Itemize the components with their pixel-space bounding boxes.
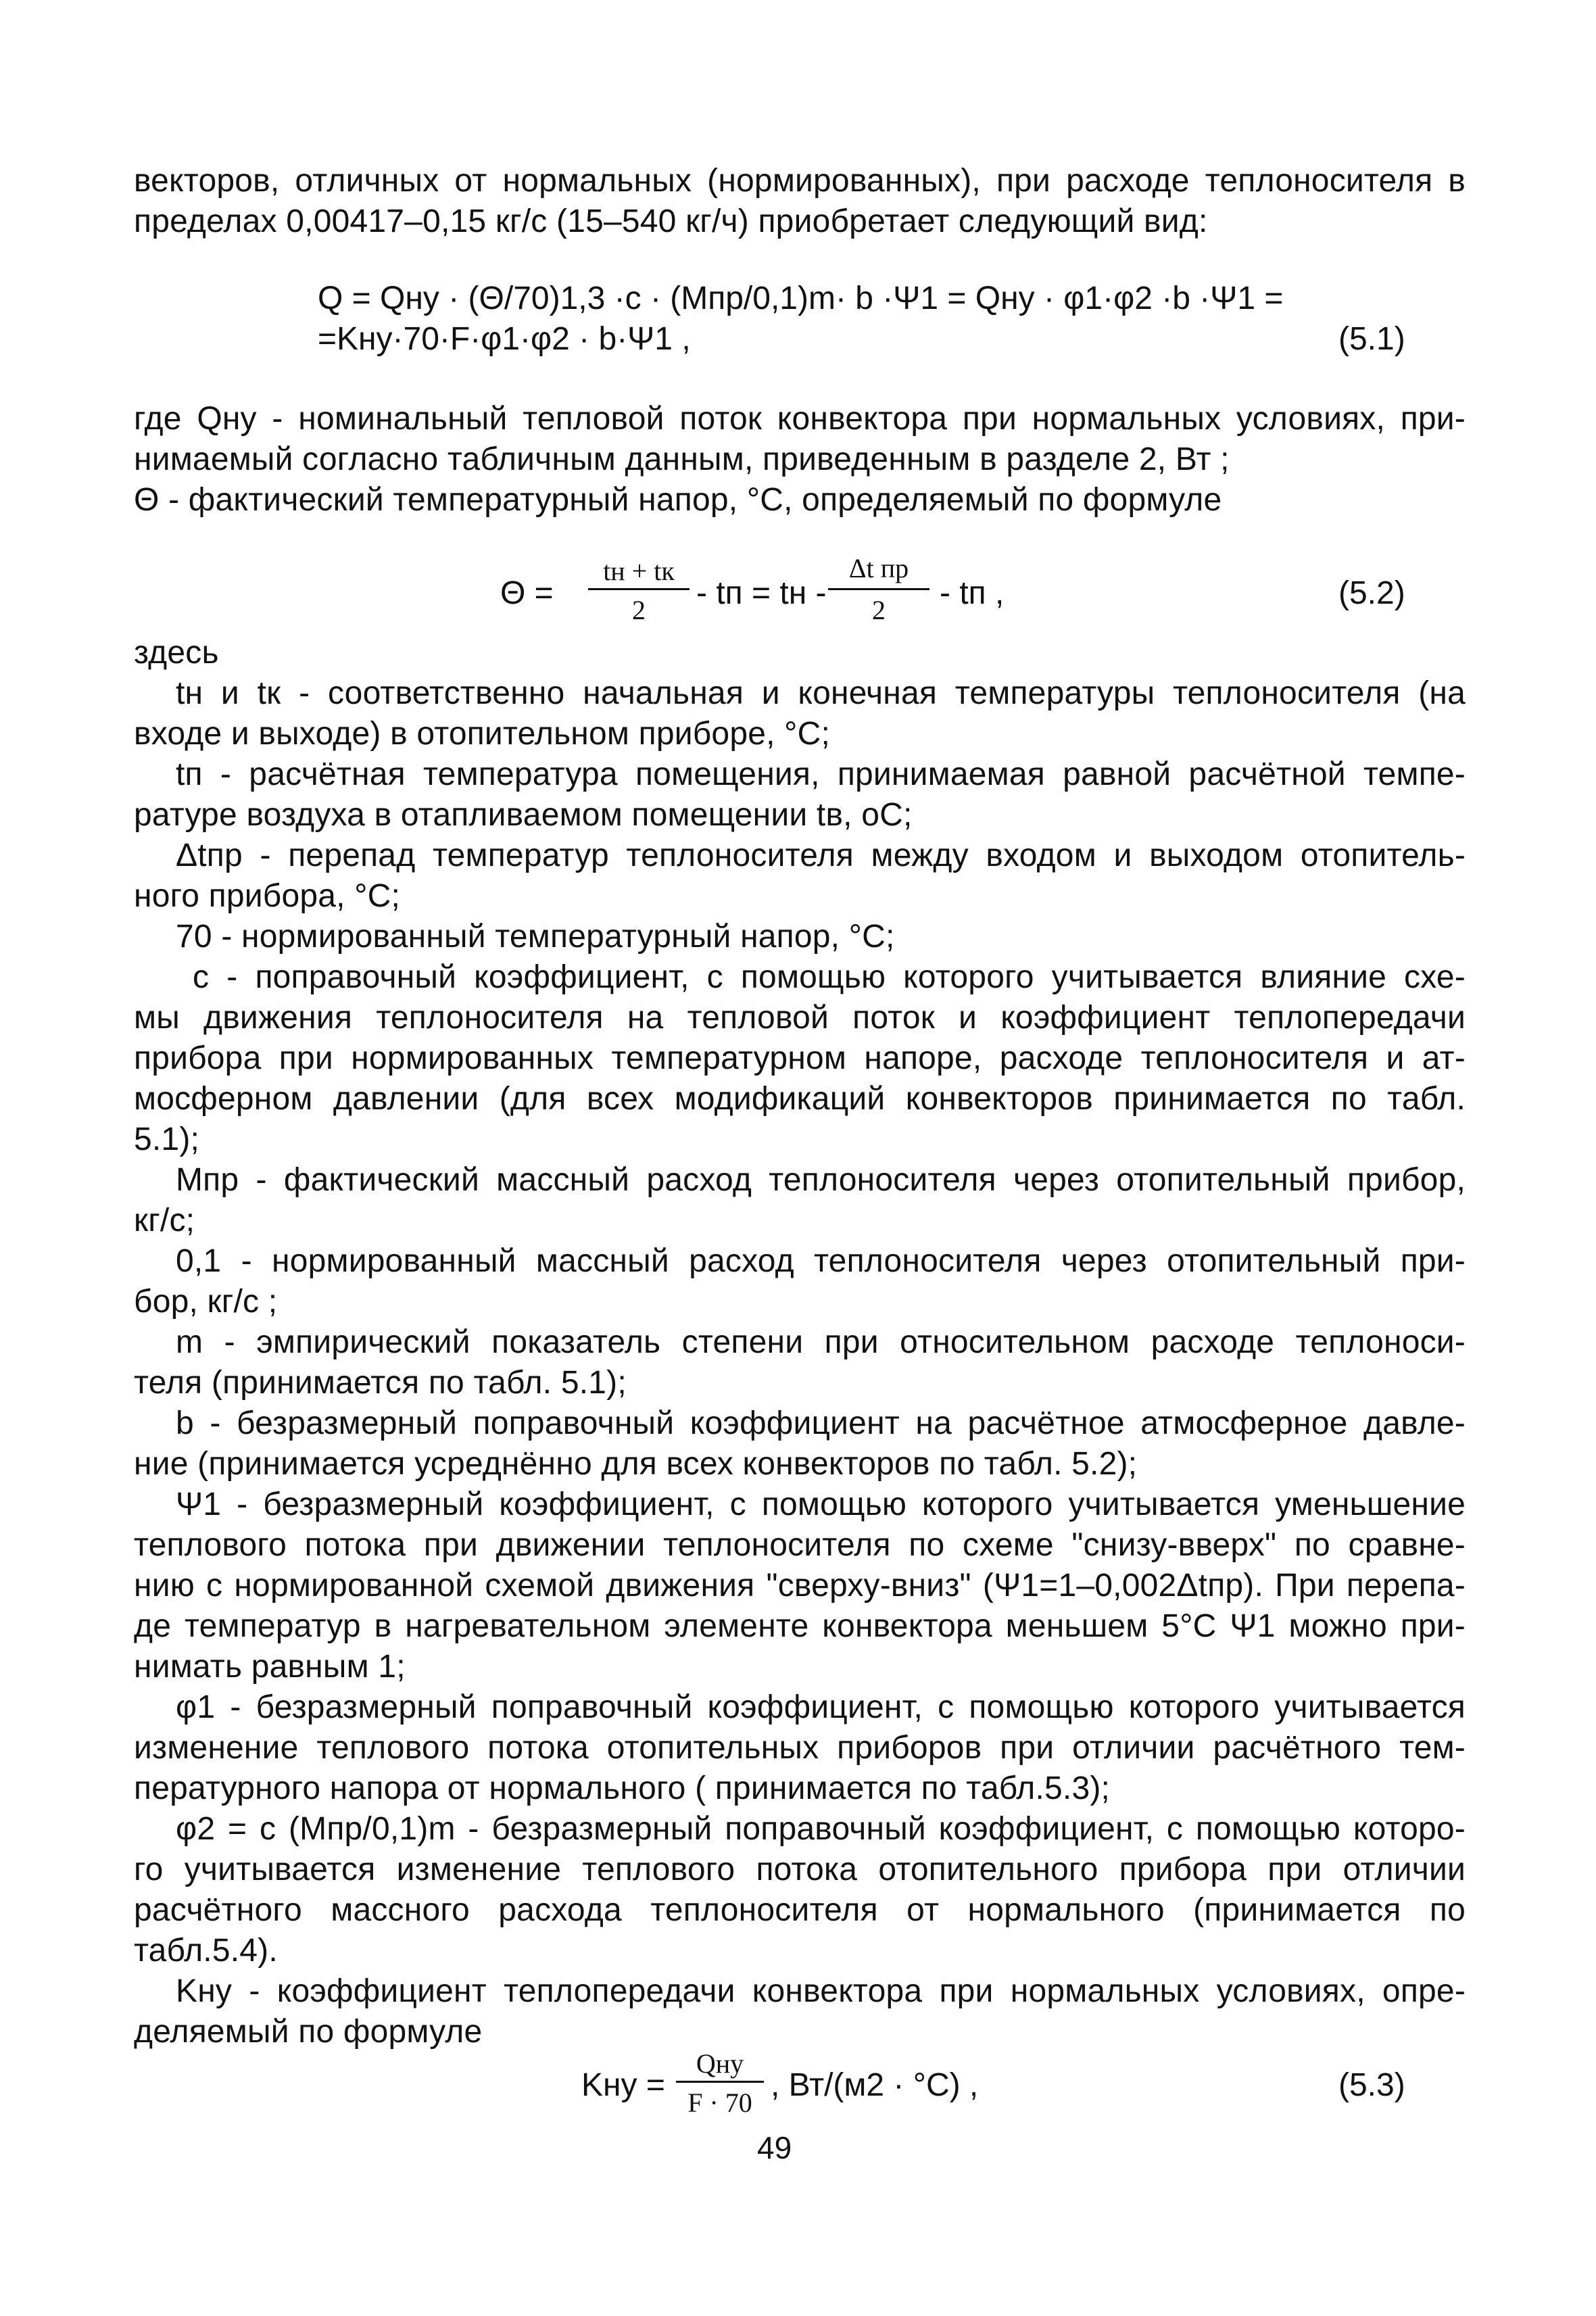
- def-line-21: Ψ1 - безразмерный коэффициент, с помощью которого учитывается уменьшение: [176, 1487, 1466, 1522]
- eq53-lhs: Kну =: [581, 2067, 665, 2103]
- eq52-numerator-2: Δt пр: [848, 553, 909, 583]
- def-line-24: де температур в нагревательном элементе конвектора меньшем 5°С Ψ1 можно при-: [134, 1608, 1466, 1644]
- def-line-9: мы движения теплоносителя на тепловой поток и коэффициент теплопередачи: [134, 1000, 1466, 1036]
- equation-5-1-number: (5.1): [1338, 321, 1405, 357]
- equation-5-2-number: (5.2): [1338, 575, 1405, 611]
- def-line-34: деляемый по формуле: [134, 2014, 483, 2050]
- def-line-29: φ2 = c (Mпр/0,1)m - безразмерный поправочный коэффициент, с помощью которо-: [176, 1811, 1466, 1847]
- def-line-15: 0,1 - нормированный массный расход теплоносителя через отопительный при-: [176, 1243, 1466, 1279]
- def-line-8: с - поправочный коэффициент, с помощью которого учитывается влияние схе-: [193, 959, 1466, 995]
- def-line-26: φ1 - безразмерный поправочный коэффициент, с помощью которого учитывается: [176, 1689, 1466, 1725]
- where-line-3: Θ - фактический температурный напор, °С, определяемый по формуле: [134, 482, 1222, 518]
- def-line-16: бор, кг/с ;: [134, 1284, 278, 1320]
- def-line-1: tн и tк - соответственно начальная и конечная температуры теплоносителя (на: [176, 675, 1466, 711]
- equation-5-3-number: (5.3): [1338, 2067, 1405, 2103]
- eq53-denominator: F · 70: [687, 2088, 752, 2118]
- where-line-2: нимаемый согласно табличным данным, приведенным в разделе 2, Вт ;: [134, 441, 1230, 477]
- def-line-28: пературного напора от нормального ( принимается по табл.5.3);: [134, 1770, 1111, 1806]
- eq52-numerator-1: tн + tк: [603, 556, 675, 586]
- where-line-1: где Qну - номинальный тепловой поток конвектора при нормальных условиях, при-: [134, 401, 1466, 437]
- eq52-denominator-1: 2: [632, 595, 646, 625]
- eq52-fraction-bar-2: [828, 588, 929, 590]
- def-line-27: изменение теплового потока отопительных приборов при отличии расчётного тем-: [134, 1730, 1466, 1766]
- eq53-numerator: Qну: [696, 2048, 744, 2079]
- def-line-19: b - безразмерный поправочный коэффициент на расчётное атмосферное давле-: [176, 1405, 1466, 1441]
- def-line-23: нию с нормированной схемой движения "сверху-вниз" (Ψ1=1–0,002Δtпр). При перепа-: [134, 1568, 1466, 1603]
- def-line-32: табл.5.4).: [134, 1933, 278, 1969]
- equation-5-1-line-2: =Kну·70·F·φ1·φ2 · b·Ψ1 ,: [318, 321, 691, 357]
- eq52-middle: - tп = tн -: [696, 575, 827, 611]
- def-line-30: го учитывается изменение теплового потока отопительного прибора при отличии: [134, 1852, 1466, 1887]
- def-line-5: Δtпр - перепад температур теплоносителя между входом и выходом отопитель-: [176, 838, 1466, 873]
- def-line-12: 5.1);: [134, 1121, 200, 1157]
- def-line-10: прибора при нормированных температурном напоре, расходе теплоносителя и ат-: [134, 1040, 1466, 1076]
- intro-line-1: векторов, отличных от нормальных (нормированных), при расходе теплоносителя в: [134, 163, 1466, 199]
- def-line-11: мосферном давлении (для всех модификаций конвекторов принимается по табл.: [134, 1081, 1466, 1117]
- def-line-14: кг/с;: [134, 1203, 195, 1238]
- def-line-2: входе и выходе) в отопительном приборе, °С;: [134, 716, 830, 752]
- eq53-units: , Вт/(м2 · °С) ,: [771, 2067, 979, 2103]
- eq52-denominator-2: 2: [872, 595, 886, 625]
- def-line-25: нимать равным 1;: [134, 1649, 406, 1685]
- here-label: здесь: [134, 635, 219, 671]
- def-line-6: ного прибора, °С;: [134, 878, 401, 914]
- intro-line-2: пределах 0,00417–0,15 кг/с (15–540 кг/ч) приобретает следующий вид:: [134, 203, 1208, 239]
- page-number: 49: [757, 2130, 792, 2165]
- def-line-4: ратуре воздуха в отапливаемом помещении tв, оС;: [134, 797, 913, 833]
- def-line-17: m - эмпирический показатель степени при относительном расходе теплоноси-: [176, 1324, 1466, 1360]
- def-line-22: теплового потока при движении теплоносителя по схеме "снизу-вверх" по сравне-: [134, 1527, 1466, 1563]
- def-line-18: теля (принимается по табл. 5.1);: [134, 1365, 627, 1401]
- def-line-20: ние (принимается усреднённо для всех конвекторов по табл. 5.2);: [134, 1446, 1138, 1482]
- eq52-tail: - tп ,: [940, 575, 1005, 611]
- def-line-33: Kну - коэффициент теплопередачи конвектора при нормальных условиях, опре-: [176, 1973, 1466, 2009]
- def-line-13: Mпр - фактический массный расход теплоносителя через отопительный прибор,: [176, 1162, 1466, 1198]
- eq52-fraction-bar-1: [588, 588, 690, 590]
- def-line-7: 70 - нормированный температурный напор, °С;: [176, 919, 895, 955]
- eq53-fraction-bar: [676, 2081, 764, 2083]
- def-line-31: расчётного массного расхода теплоносителя от нормального (принимается по: [134, 1892, 1466, 1928]
- equation-5-1-line-1: Q = Qну · (Θ/70)1,3 ·c · (Mпр/0,1)m· b ·Ψ1 = Qну · φ1·φ2 ·b ·Ψ1 =: [318, 281, 1284, 316]
- eq52-theta: Θ =: [500, 575, 554, 611]
- def-line-3: tп - расчётная температура помещения, принимаемая равной расчётной темпе-: [176, 756, 1466, 792]
